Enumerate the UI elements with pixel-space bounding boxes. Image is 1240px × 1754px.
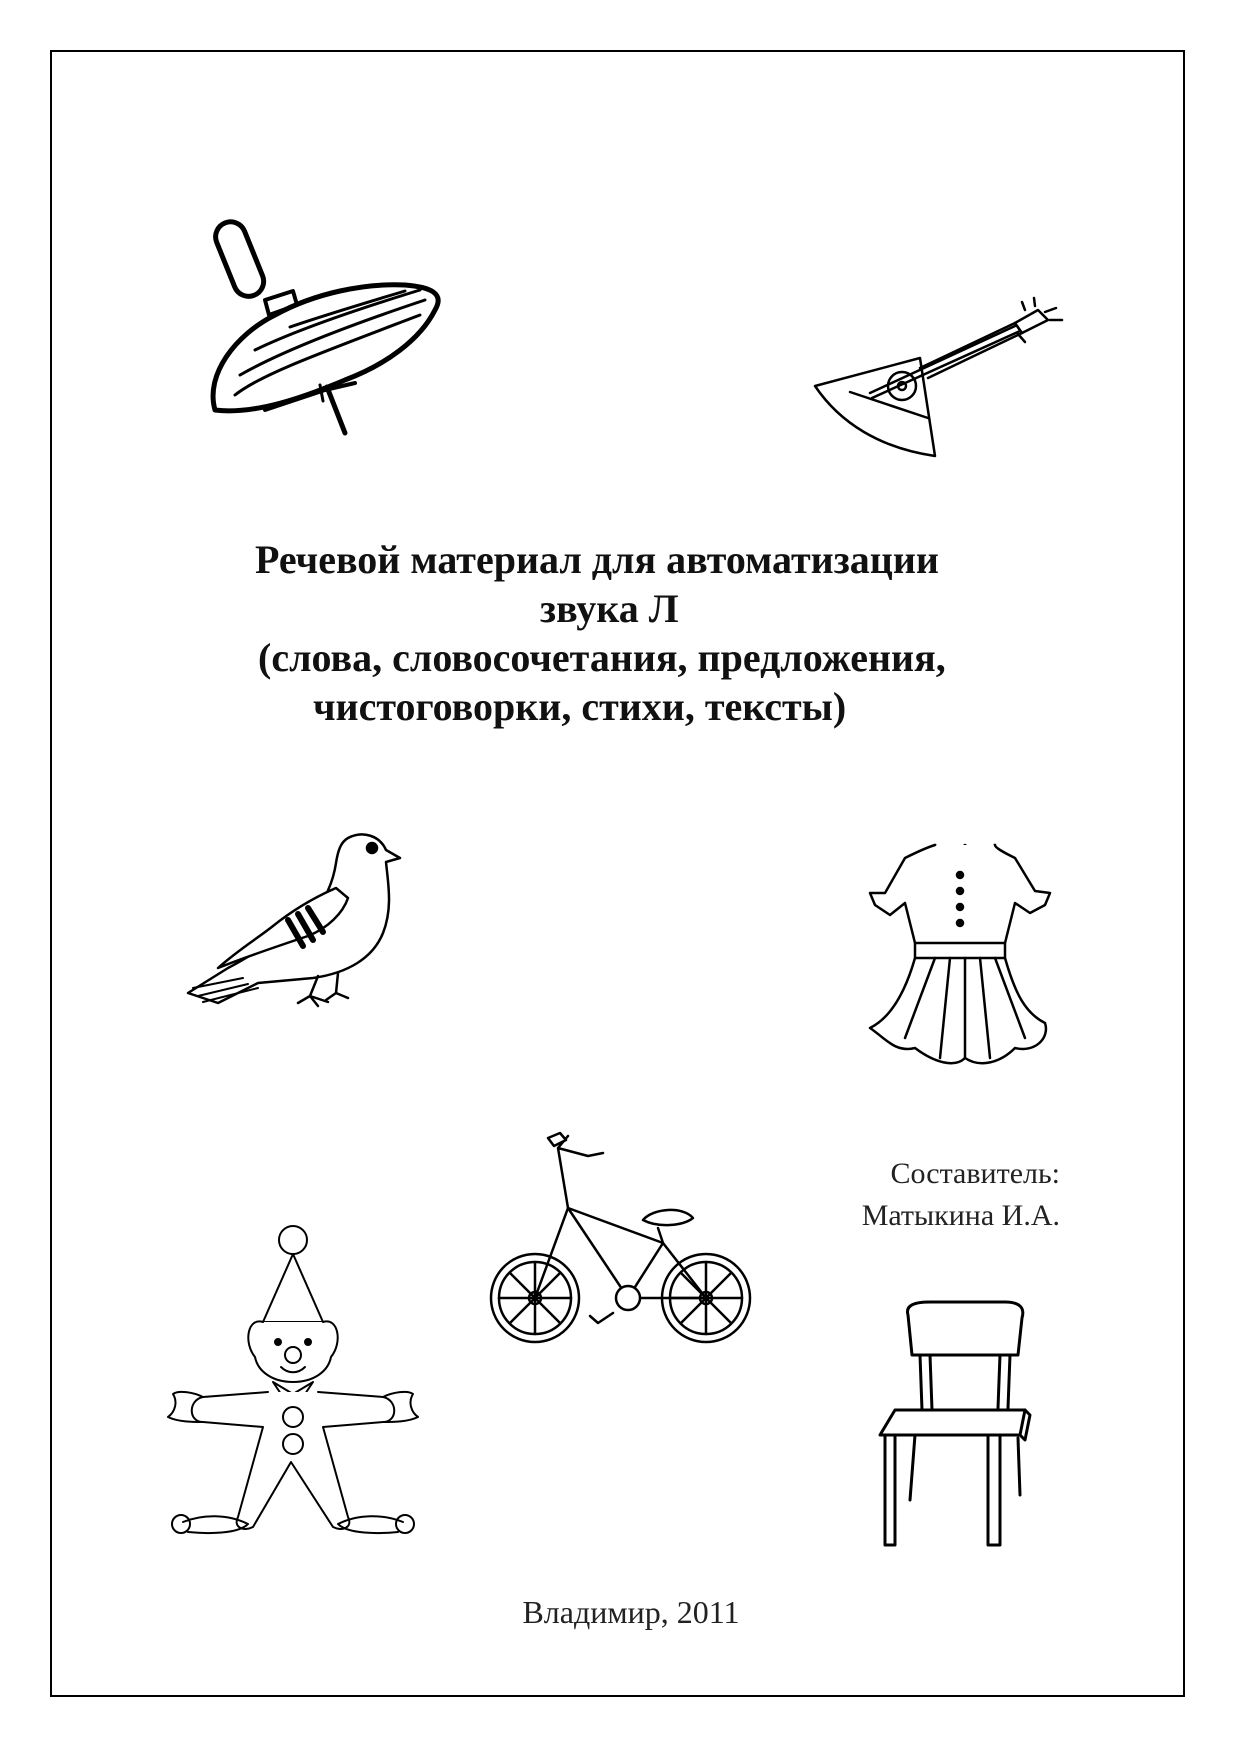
place-year-text: Владимир, 2011 — [522, 1594, 740, 1630]
title-line-4: чистоговорки, стихи, тексты) — [313, 684, 847, 729]
clown-illustration — [163, 1222, 428, 1547]
balalaika-illustration — [810, 298, 1080, 468]
compiler-label: Составитель: — [890, 1157, 1060, 1190]
title-line-2: звука Л — [540, 586, 679, 631]
chair-illustration — [870, 1300, 1035, 1550]
place-and-year — [0, 1594, 1240, 1631]
bicycle-illustration — [488, 1128, 753, 1353]
compiler-name: Матыкина И.А. — [861, 1199, 1060, 1232]
title-line-3: (слова, словосочетания, предложения, — [258, 635, 946, 680]
dress-illustration — [865, 833, 1060, 1073]
spinning-top-illustration — [205, 215, 455, 440]
pigeon-illustration — [188, 828, 418, 1013]
compiler-credit — [862, 1153, 1060, 1237]
title-line-1: Речевой материал для автоматизации — [255, 537, 939, 582]
